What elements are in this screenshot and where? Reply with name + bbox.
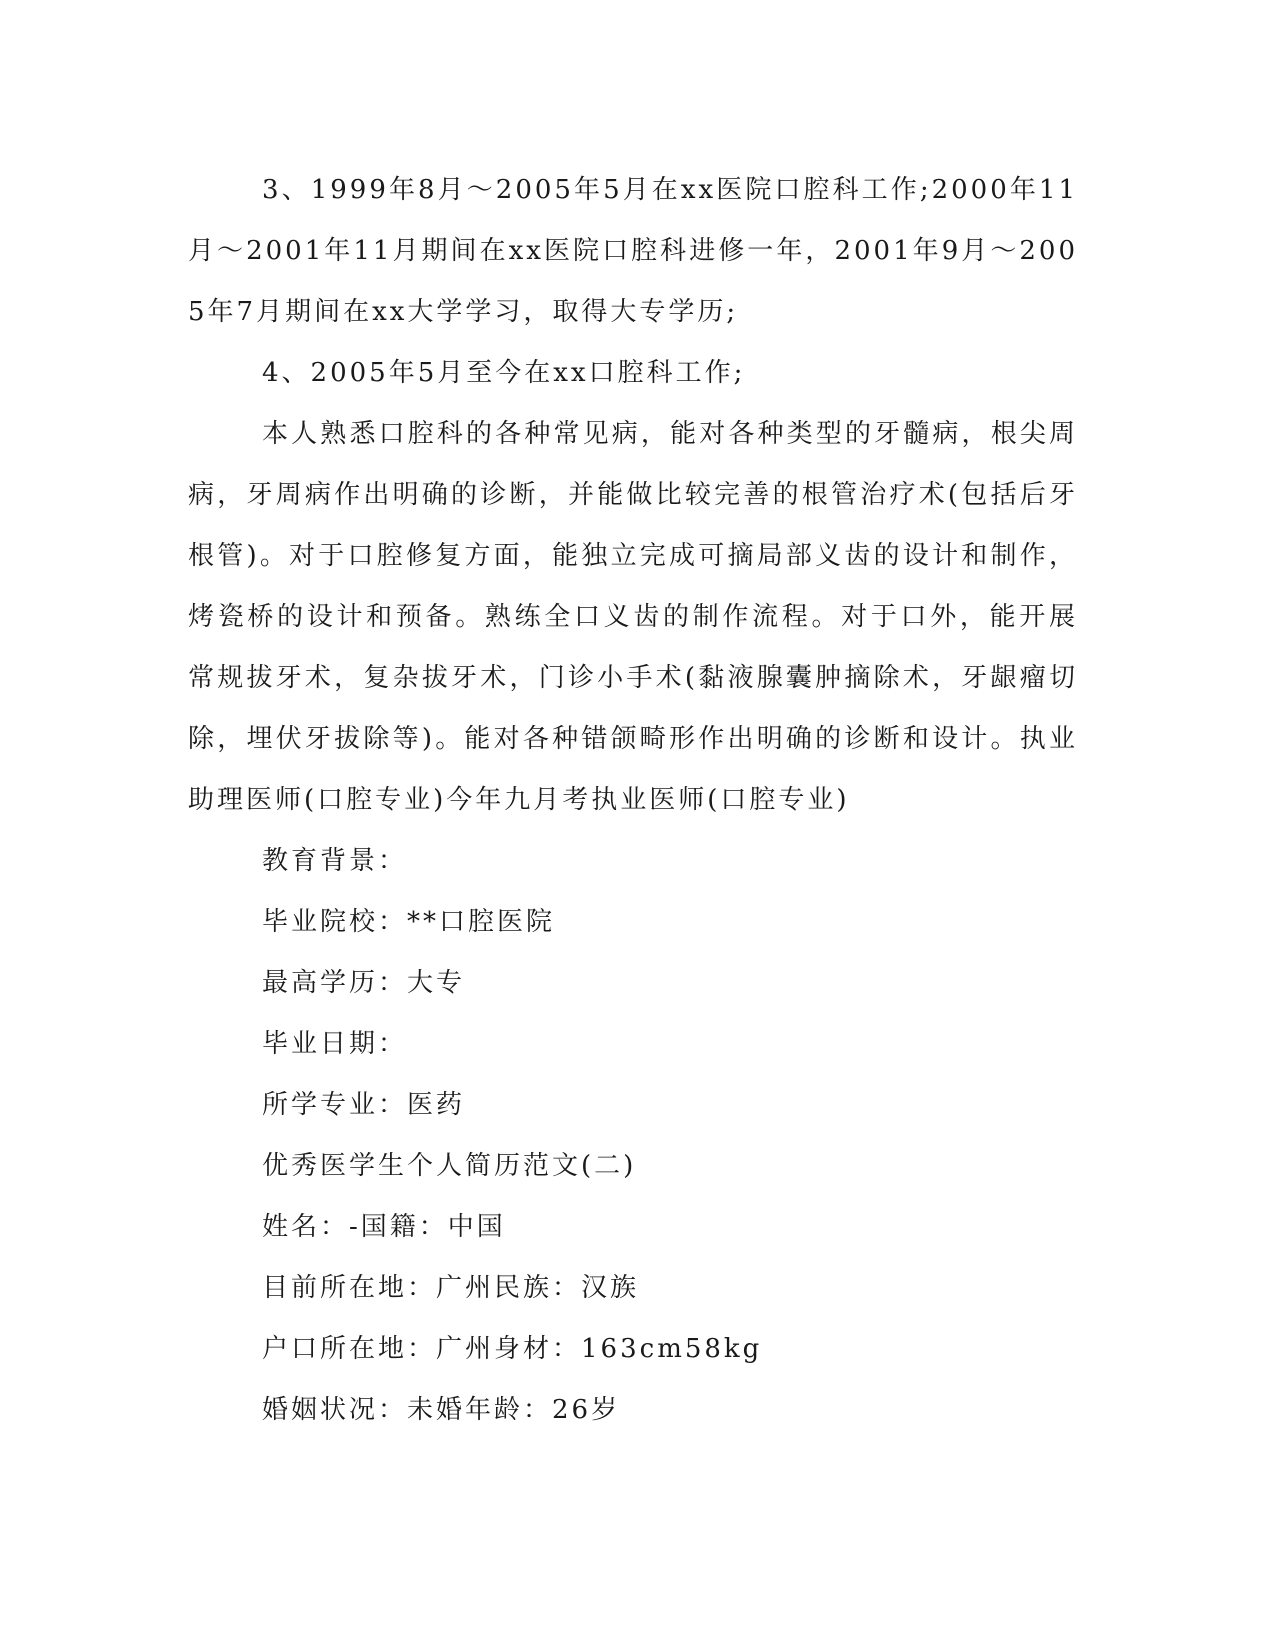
skills-paragraph: 本人熟悉口腔科的各种常见病，能对各种类型的牙髓病，根尖周病，牙周病作出明确的诊断，并能做比较完善的根管治疗术(包括后牙根管)。对于口腔修复方面，能独立完成可摘局部义齿的设计和制作，烤瓷桥的设计和预备。熟练全口义齿的制作流程。对于口外，能开展常规拔牙术，复杂拔牙术，门诊小手术(黏液腺囊肿摘除术，牙龈瘤切除，埋伏牙拔除等)。能对各种错颌畸形作出明确的诊断和设计。执业助理医师(口腔专业)今年九月考执业医师(口腔专业) [188,419,1078,815]
graduation-school-line: 毕业院校：**口腔医院 [262,907,556,937]
major-line: 所学专业：医药 [262,1090,466,1120]
graduation-date-line: 毕业日期： [262,1029,408,1059]
name-nationality-line: 姓名：-国籍：中国 [262,1212,506,1242]
education-heading: 教育背景： [262,846,408,876]
resume-sample-title: 优秀医学生个人简历范文(二) [262,1151,637,1181]
marital-age-line: 婚姻状况：未婚年龄：26岁 [262,1395,621,1425]
work-history-paragraph-3: 3、1999年8月～2005年5月在xx医院口腔科工作;2000年11月～2001年11月期间在xx医院口腔科进修一年，2001年9月～2005年7月期间在xx大学学习，取得大专学历; [188,175,1078,327]
location-ethnicity-line: 目前所在地：广州民族：汉族 [262,1273,640,1303]
document-body [188,160,1078,1441]
highest-degree-line: 最高学历：大专 [262,968,466,998]
hukou-physique-line: 户口所在地：广州身材：163cm58kg [262,1334,763,1364]
work-history-paragraph-4: 4、2005年5月至今在xx口腔科工作; [262,358,746,388]
